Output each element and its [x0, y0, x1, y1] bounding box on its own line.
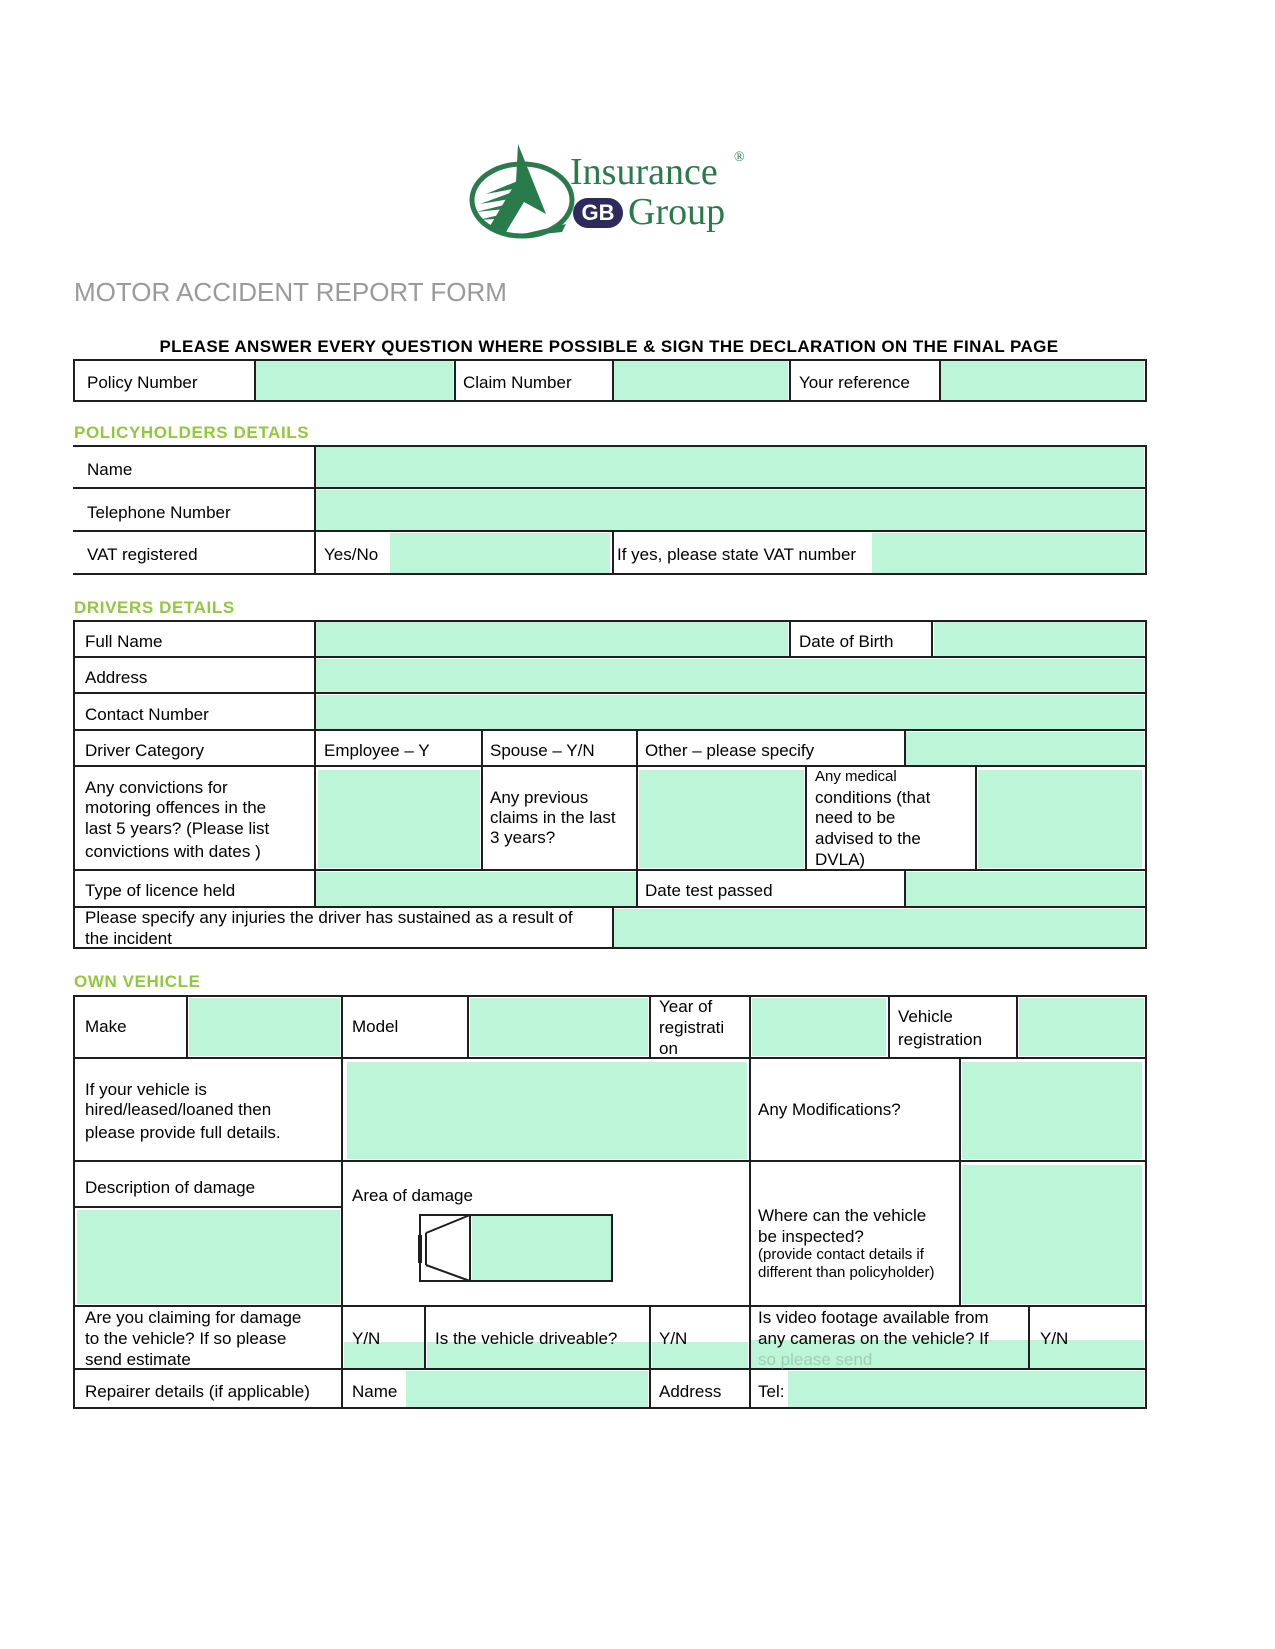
hired-label-2: hired/leased/loaned then [85, 1100, 272, 1119]
registration-label-1: Vehicle [898, 1007, 953, 1026]
video-label-1: Is video footage available from [758, 1308, 989, 1327]
yes-no-label: Yes/No [324, 545, 379, 564]
vat-number-label: If yes, please state VAT number [617, 545, 857, 564]
driver-full-name-label: Full Name [85, 632, 163, 651]
driver-dob-field[interactable] [934, 622, 1144, 656]
date-test-passed-label: Date test passed [645, 881, 773, 900]
video-label-2: any cameras on the vehicle? If [758, 1329, 989, 1348]
modifications-label: Any Modifications? [758, 1100, 901, 1119]
drivers-heading: DRIVERS DETAILS [74, 598, 235, 617]
date-test-passed-field[interactable] [906, 872, 1144, 906]
hired-details-field[interactable] [347, 1062, 747, 1159]
repairer-tel-field[interactable] [788, 1371, 1144, 1407]
driver-category-label: Driver Category [85, 741, 205, 760]
policyholder-telephone-field[interactable] [316, 490, 1144, 530]
video-label-3: so please send [758, 1350, 873, 1369]
vat-number-field[interactable] [872, 533, 1144, 573]
previous-claims-label-3: 3 years? [490, 828, 556, 847]
medical-label-2: conditions (that [815, 788, 931, 807]
inspect-label-4: different than policyholder) [758, 1264, 935, 1281]
instruction-text: PLEASE ANSWER EVERY QUESTION WHERE POSSIBLE & SIGN THE DECLARATION ON THE FINAL PAGE [159, 337, 1059, 356]
model-label: Model [352, 1017, 399, 1036]
make-label: Make [85, 1017, 127, 1036]
driver-contact-label: Contact Number [85, 705, 209, 724]
medical-conditions-field[interactable] [978, 770, 1142, 868]
policyholder-name-label: Name [87, 460, 133, 479]
injuries-label-2: the incident [85, 929, 172, 948]
inspect-label-2: be inspected? [758, 1227, 864, 1246]
inspection-location-field[interactable] [962, 1165, 1142, 1304]
claim-number-label: Claim Number [463, 373, 572, 392]
category-employee: Employee – Y [324, 741, 430, 760]
category-spouse: Spouse – Y/N [490, 741, 595, 760]
category-other: Other – please specify [645, 741, 815, 760]
driveable-label: Is the vehicle driveable? [435, 1329, 618, 1348]
convictions-label-1: Any convictions for [85, 778, 228, 797]
policy-number-field[interactable] [256, 361, 453, 400]
your-reference-label: Your reference [799, 373, 910, 392]
policyholders-heading: POLICYHOLDERS DETAILS [74, 423, 310, 442]
make-field[interactable] [189, 998, 340, 1056]
inspect-label-1: Where can the vehicle [758, 1206, 927, 1225]
vehicle-registration-field[interactable] [1019, 998, 1144, 1056]
modifications-field[interactable] [962, 1062, 1142, 1159]
driver-dob-label: Date of Birth [799, 632, 894, 651]
driver-contact-field[interactable] [316, 695, 1144, 729]
convictions-label-3: last 5 years? (Please list [85, 819, 270, 838]
logo-badge: GB [573, 198, 623, 228]
claiming-yn-label: Y/N [352, 1329, 381, 1348]
claiming-label-1: Are you claiming for damage [85, 1308, 302, 1327]
year-label-2: registrati [659, 1018, 725, 1037]
repairer-tel-label: Tel: [758, 1382, 785, 1401]
convictions-label-4: convictions with dates ) [85, 842, 261, 861]
previous-claims-field[interactable] [639, 770, 804, 868]
repairer-address-label: Address [659, 1382, 722, 1401]
hired-label-1: If your vehicle is [85, 1080, 207, 1099]
medical-label-1: Any medical [815, 768, 897, 785]
video-yn-label: Y/N [1040, 1329, 1069, 1348]
logo-line1: Insurance [570, 151, 718, 193]
medical-label-5: DVLA) [815, 850, 866, 869]
model-field[interactable] [470, 998, 648, 1056]
convictions-label-2: motoring offences in the [85, 798, 267, 817]
licence-type-label: Type of licence held [85, 881, 236, 900]
registration-label-2: registration [898, 1030, 983, 1049]
vat-registered-field[interactable] [390, 533, 610, 573]
driveable-yn-label: Y/N [659, 1329, 688, 1348]
claim-number-field[interactable] [614, 361, 788, 400]
vat-registered-label: VAT registered [87, 545, 198, 564]
previous-claims-label-1: Any previous [490, 788, 589, 807]
year-registration-field[interactable] [752, 998, 886, 1056]
policyholder-name-field[interactable] [316, 447, 1144, 487]
medical-label-4: advised to the [815, 829, 921, 848]
year-label-3: on [659, 1039, 678, 1058]
car-diagram-icon [416, 1213, 616, 1285]
convictions-field[interactable] [318, 770, 480, 868]
repairer-name-label: Name [352, 1382, 398, 1401]
damage-area-label: Area of damage [352, 1186, 473, 1205]
repairer-name-field[interactable] [406, 1371, 648, 1407]
damage-description-field[interactable] [77, 1210, 340, 1304]
own-vehicle-heading: OWN VEHICLE [74, 972, 201, 991]
claiming-label-2: to the vehicle? If so please [85, 1329, 287, 1348]
repairer-label: Repairer details (if applicable) [85, 1382, 310, 1401]
licence-type-field[interactable] [316, 872, 636, 906]
previous-claims-label-2: claims in the last [490, 808, 616, 827]
damage-description-label: Description of damage [85, 1178, 256, 1197]
year-label-1: Year of [659, 997, 713, 1016]
logo-emblem-icon [466, 142, 578, 242]
claiming-label-3: send estimate [85, 1350, 191, 1369]
policy-number-label: Policy Number [87, 373, 198, 392]
policyholder-telephone-label: Telephone Number [87, 503, 231, 522]
injuries-field[interactable] [614, 909, 1144, 947]
registered-mark: ® [734, 150, 745, 165]
driver-address-field[interactable] [316, 659, 1144, 693]
hired-label-3: please provide full details. [85, 1123, 281, 1142]
medical-label-3: need to be [815, 808, 896, 827]
driver-category-other-field[interactable] [906, 732, 1144, 766]
inspect-label-3: (provide contact details if [758, 1246, 924, 1263]
page-title: MOTOR ACCIDENT REPORT FORM [74, 277, 507, 307]
logo-line2: Group [628, 191, 726, 233]
driver-full-name-field[interactable] [316, 622, 788, 656]
your-reference-field[interactable] [941, 361, 1144, 400]
injuries-label-1: Please specify any injuries the driver has sustained as a result of [85, 908, 573, 927]
driver-address-label: Address [85, 668, 148, 687]
